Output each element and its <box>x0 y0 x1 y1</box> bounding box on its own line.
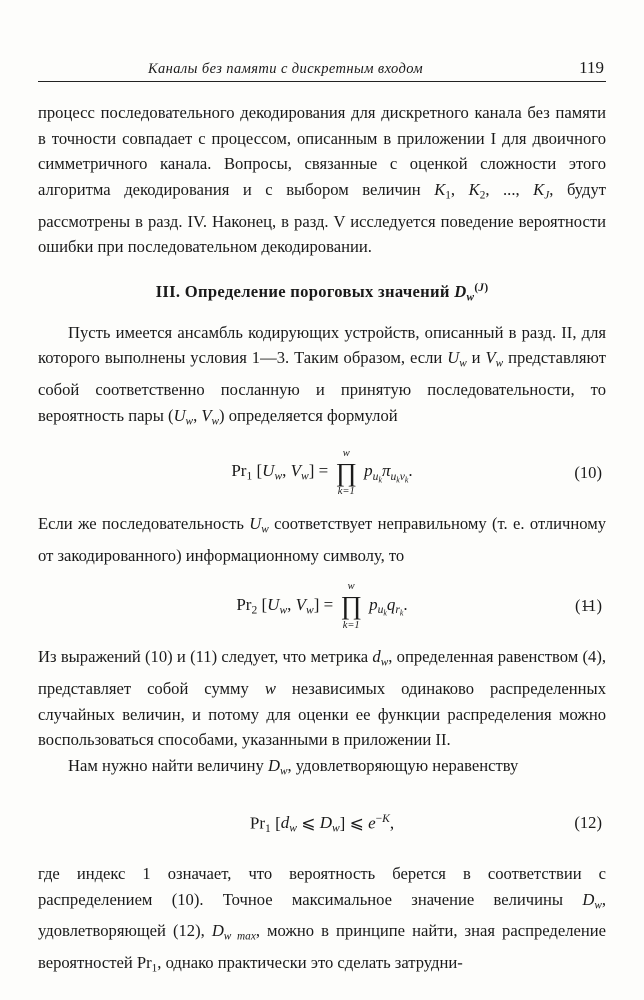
product-operator-icon: w ∏ k=1 <box>335 447 357 498</box>
paragraph-metric: Из выражений (10) и (11) следует, что метрика $d_w$, определенная равенством (4), представляет собой сумму w независимых одинаково распределенных случайных величин, и потому для оценки ее функции распределения можно воспользоваться способами, указанными в приложении II. <box>38 647 606 750</box>
equation-11-number: (11) <box>574 596 602 616</box>
equation-10-body: $Pr_1$ [$U_w$, $V_w$] = w ∏ k=1 $p_{u_k}\pi_{u_kv_k}$. <box>231 447 413 498</box>
paragraph-index-note: где индекс 1 означает, что вероятность берется в соответствии с распределением (10). Точное максимальное значение величины $D_w$, удовлетворяющей (12), $D_{w max}$, можно в принципе найти, зная распределение вероятностей $Pr_1$, однако практически это сделать затрудни- <box>38 863 606 975</box>
equation-10-number: (10) <box>574 462 602 482</box>
paragraph-find-dw: Нам нужно найти величину $D_w$, удовлетворяющую неравенству <box>68 755 519 778</box>
running-head: Каналы без памяти с дискретным входом <box>148 61 423 77</box>
paragraph-incorrect: Если же последовательность $U_w$ соответствует неправильному (т. е. отличному от закодированного) информационному символу, то <box>38 513 606 565</box>
page-number: 119 <box>579 58 604 77</box>
page-header <box>38 58 606 81</box>
paragraph-intro: процесс последовательного декодирования для дискретного канала без памяти в точности совпадает с процессом, описанным в приложении I для двоичного симметричного канала. Вопросы, связанные с оценкой сложности этого алгоритма декодирования и с выбором величин $K_1$, $K_2$, ..., $K_J$, будут рассмотрены в разд. IV. Наконец, в разд. V исследуется поведение вероятности ошибки при последовательном декодировании. <box>38 103 607 257</box>
equation-12-body: $Pr_1$ [$d_w$ ⩽ $D_w$] ⩽ $e^{-K}$, <box>249 811 395 835</box>
page-content <box>38 58 606 982</box>
equation-11-body: $Pr_2$ [$U_w$, $V_w$] = w ∏ k=1 $p_{u_k}q_{r_k}$. <box>236 581 408 631</box>
paragraph-ensemble: Пусть имеется ансамбль кодирующих устройств, описанный в разд. II, для которого выполнены условия 1—3. Таким образом, если $U_w$ и $V_w$ представляют собой соответственно посланную и принятую последовательности, то вероятность пары ($U_w$, $V_w$) определяется формулой <box>38 322 606 428</box>
product-operator-icon: w ∏ k=1 <box>340 581 362 631</box>
equation-12-number: (12) <box>574 812 602 832</box>
margin-mark <box>583 606 592 607</box>
equation-12 <box>38 801 606 845</box>
section-heading: III. Определение пороговых значений $D_w^{(J)}$ <box>155 281 489 304</box>
header-rule <box>38 81 606 82</box>
equation-11 <box>38 581 606 631</box>
equation-10 <box>38 447 606 498</box>
